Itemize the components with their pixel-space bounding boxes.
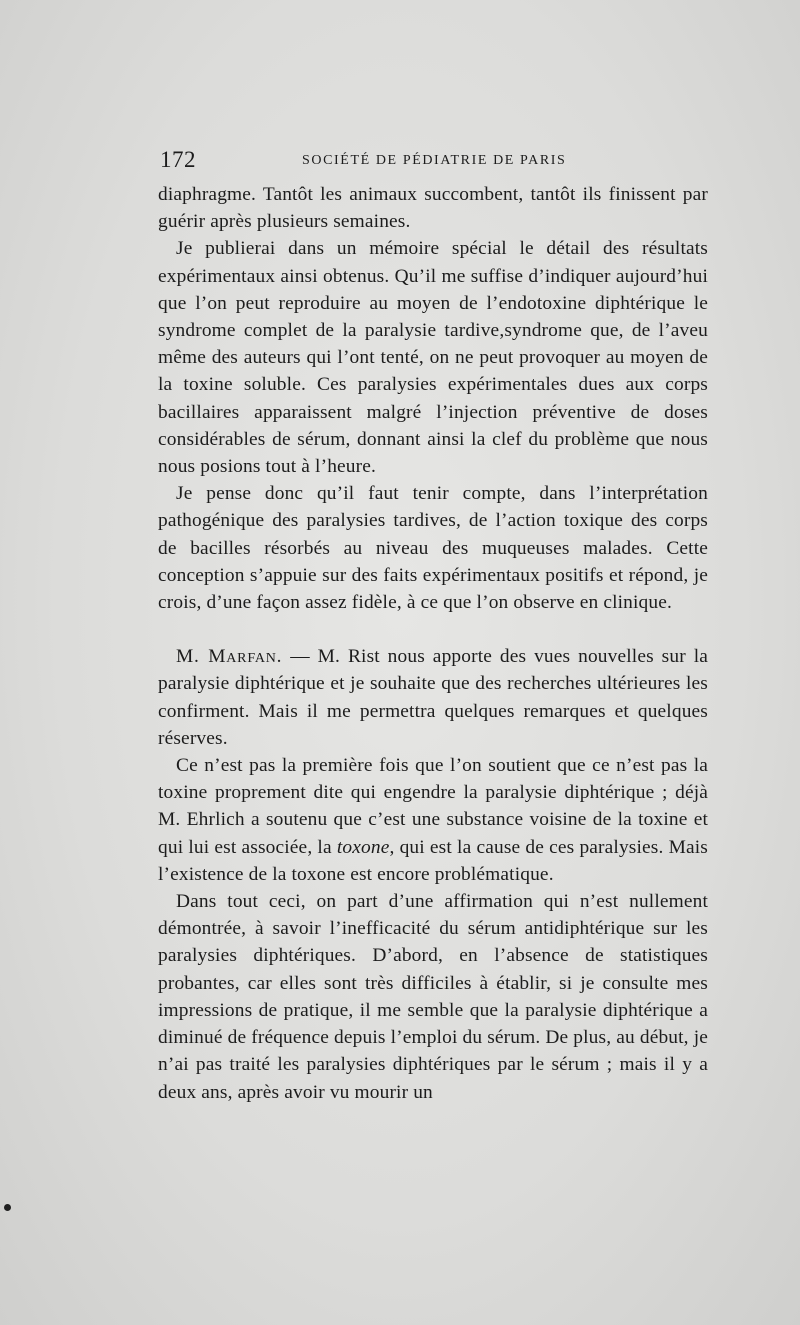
body-text <box>158 181 708 1106</box>
page-header <box>160 147 705 177</box>
paragraph-experimental-results: Je publierai dans un mémoire spécial le détail des résultats expérimentaux ainsi obtenus. Qu’il me suffise d’indiquer aujourd’hui que l’on peut reproduire au moyen de l’endotoxine diphtérique le syndrome complet de la paralysie tardive,syndrome que, de l’aveu même des auteurs qui l’ont tenté, on ne peut provoquer au moyen de la toxine soluble. Ces paralysies expérimentales dues aux corps bacillaires apparaissent malgré l’injection préventive de doses considérables de sérum, donnant ainsi la clef du problème que nous nous posions tout à l’heure. <box>158 238 708 478</box>
toxone-term: toxone <box>336 836 390 858</box>
paragraph-gap <box>158 616 708 643</box>
page-number: 172 <box>160 147 196 172</box>
paragraph-marfan-reply <box>158 643 708 752</box>
toxone-text-end: , qui est la cause de ces paralysies. Mais l’existence de la toxone est encore problématique. <box>158 836 708 885</box>
running-title: SOCIÉTÉ DE PÉDIATRIE DE PARIS <box>302 153 567 168</box>
ink-speck <box>4 1204 11 1211</box>
paragraph-continuation: diaphragme. Tantôt les animaux succombent, tantôt ils finissent par guérir après plusieurs semaines. <box>158 184 708 233</box>
marfan-reply-text: — M. Rist nous apporte des vues nouvelles sur la paralysie diphtérique et je souhaite que des recherches ultérieures les confirment. Mais il me permettra quelques remarques et quelques réserves. <box>158 646 708 749</box>
paragraph-toxone <box>158 752 708 888</box>
toxone-text-start: Ce n’est pas la première fois que l’on soutient que ce n’est pas la toxine proprement dite qui engendre la paralysie diphtérique ; déjà M. Ehrlich a soutenu que c’est une substance voisine de la toxine et qui lui est associée, la <box>158 755 708 858</box>
paragraph-pathogenic-interpretation: Je pense donc qu’il faut tenir compte, dans l’interprétation pathogénique des paralysies tardives, de l’action toxique des corps de bacilles résorbés au niveau des muqueuses malades. Cette conception s’appuie sur des faits expérimentaux positifs et répond, je crois, d’une façon assez fidèle, à ce que l’on observe en clinique. <box>158 483 708 614</box>
speaker-name: M. Marfan. <box>176 646 283 668</box>
paragraph-serum-efficacy: Dans tout ceci, on part d’une affirmation qui n’est nullement démontrée, à savoir l’inefficacité du sérum antidiphtérique sur les paralysies diphtériques. D’abord, en l’absence de statistiques probantes, car elles sont très difficiles à établir, si je consulte mes impressions de pratique, il me semble que la paralysie diphtérique a diminué de fréquence depuis l’emploi du sérum. De plus, au début, je n’ai pas traité les paralysies diphtériques par le sérum ; mais il y a deux ans, après avoir vu mourir un <box>158 891 708 1103</box>
